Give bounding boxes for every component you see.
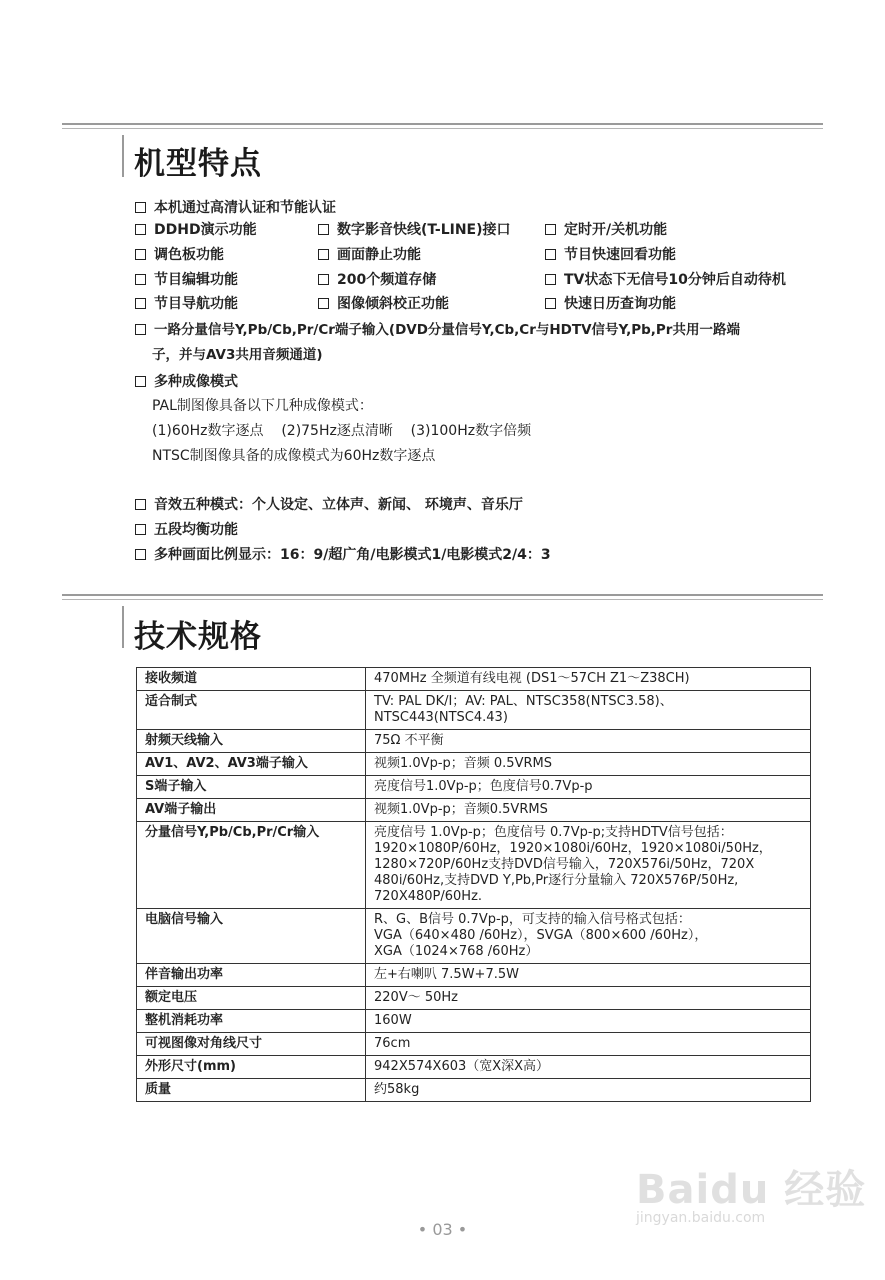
checkbox-icon: [135, 249, 146, 260]
checkbox-icon: [135, 549, 146, 560]
feature-item: 画面静止功能: [318, 246, 421, 264]
spec-key: 射频天线输入: [137, 730, 366, 753]
table-row: [137, 1010, 811, 1033]
spec-value: 亮度信号1.0Vp-p；色度信号0.7Vp-p: [366, 776, 811, 799]
checkbox-icon: [318, 274, 329, 285]
spec-key: AV1、AV2、AV3端子输入: [137, 753, 366, 776]
spec-value: 左+右喇叭 7.5W+7.5W: [366, 964, 811, 987]
feature-item: DDHD演示功能: [135, 221, 257, 239]
spec-key: S端子输入: [137, 776, 366, 799]
table-row: [137, 1033, 811, 1056]
table-row: [137, 909, 811, 964]
table-row: [137, 799, 811, 822]
spec-value: R、G、B信号 0.7Vp-p，可支持的输入信号格式包括： VGA（640×480 /60Hz），SVGA（800×600 /60Hz）， XGA（1024×768 /60Hz）: [366, 909, 811, 964]
checkbox-icon: [545, 298, 556, 309]
feature-item: 节目快速回看功能: [545, 246, 676, 264]
spec-value: TV: PAL DK/I；AV: PAL、NTSC358(NTSC3.58)、 NTSC443(NTSC4.43): [366, 691, 811, 730]
checkbox-icon: [545, 249, 556, 260]
feature-item-component-cont: 子，并与AV3共用音频通道): [152, 347, 323, 363]
checkbox-icon: [135, 499, 146, 510]
ntsc-modes: NTSC制图像具备的成像模式为60Hz数字逐点: [152, 448, 436, 464]
watermark-url: jingyan.baidu.com: [636, 1210, 766, 1226]
spec-key: 质量: [137, 1079, 366, 1102]
feature-item: 图像倾斜校正功能: [318, 295, 449, 313]
checkbox-icon: [135, 202, 146, 213]
feature-item: 数字影音快线(T-LINE)接口: [318, 221, 511, 239]
feature-item: 定时开/关机功能: [545, 221, 667, 239]
spec-table: [136, 667, 811, 1102]
table-row: [137, 730, 811, 753]
spec-value: 470MHz 全频道有线电视 (DS1～57CH Z1～Z38CH): [366, 668, 811, 691]
spec-key: 分量信号Y,Pb/Cb,Pr/Cr输入: [137, 822, 366, 909]
spec-value: 亮度信号 1.0Vp-p；色度信号 0.7Vp-p;支持HDTV信号包括： 1920×1080P/60Hz，1920×1080i/60Hz，1920×1080i/50Hz， 1280×720P/60Hz支持DVD信号输入，720X576i/50Hz，720X 480i/60Hz,支持DVD Y,Pb,Pr逐行分量输入 720X576P/50Hz, 720X480P/60Hz.: [366, 822, 811, 909]
table-row: [137, 776, 811, 799]
section1-vertical-bar: [122, 135, 124, 177]
spec-key: 接收频道: [137, 668, 366, 691]
checkbox-icon: [135, 298, 146, 309]
checkbox-icon: [135, 376, 146, 387]
checkbox-icon: [545, 224, 556, 235]
table-row: [137, 1079, 811, 1102]
table-row: [137, 964, 811, 987]
feature-item: TV状态下无信号10分钟后自动待机: [545, 271, 786, 289]
section1-top-rule: [62, 123, 823, 125]
table-row: [137, 1056, 811, 1079]
spec-value: 视频1.0Vp-p；音频0.5VRMS: [366, 799, 811, 822]
checkbox-icon: [545, 274, 556, 285]
spec-key: 电脑信号输入: [137, 909, 366, 964]
feature-item: 调色板功能: [135, 246, 224, 264]
spec-key: 可视图像对角线尺寸: [137, 1033, 366, 1056]
spec-key: 整机消耗功率: [137, 1010, 366, 1033]
feature-item: 快速日历查询功能: [545, 295, 676, 313]
spec-key: 额定电压: [137, 987, 366, 1010]
feature-item-ratio: 多种画面比例显示：16：9/超广角/电影模式1/电影模式2/4：3: [135, 546, 551, 564]
feature-item-eq: 五段均衡功能: [135, 521, 238, 539]
checkbox-icon: [135, 524, 146, 535]
checkbox-icon: [318, 224, 329, 235]
spec-key: 外形尺寸(mm): [137, 1056, 366, 1079]
feature-item: 节目导航功能: [135, 295, 238, 313]
section1-second-rule: [62, 128, 823, 129]
feature-item-component: 一路分量信号Y,Pb/Cb,Pr/Cr端子输入(DVD分量信号Y,Cb,Cr与HDTV信号Y,Pb,Pr共用一路端: [135, 321, 740, 339]
feature-item: 200个频道存储: [318, 271, 436, 289]
feature-item-modes: 多种成像模式: [135, 373, 238, 391]
feature-item: 本机通过高清认证和节能认证: [135, 199, 336, 217]
table-row: [137, 987, 811, 1010]
spec-value: 75Ω 不平衡: [366, 730, 811, 753]
feature-item-sound: 音效五种模式：个人设定、立体声、新闻、 环境声、音乐厅: [135, 496, 523, 514]
checkbox-icon: [318, 249, 329, 260]
spec-value: 942X574X603（宽X深X高）: [366, 1056, 811, 1079]
section2-title: 技术规格: [134, 619, 262, 655]
pal-modes-list: (1)60Hz数字逐点 (2)75Hz逐点清晰 (3)100Hz数字倍频: [152, 423, 532, 439]
table-row: [137, 691, 811, 730]
section2-top-rule: [62, 594, 823, 596]
spec-value: 220V～ 50Hz: [366, 987, 811, 1010]
spec-value: 160W: [366, 1010, 811, 1033]
section1-title: 机型特点: [134, 146, 262, 182]
feature-item: 节目编辑功能: [135, 271, 238, 289]
section2-vertical-bar: [122, 606, 124, 648]
watermark-brand: Baidu 经验: [636, 1167, 867, 1213]
spec-key: 适合制式: [137, 691, 366, 730]
page-number: • 03 •: [417, 1220, 468, 1239]
table-row: [137, 822, 811, 909]
checkbox-icon: [135, 224, 146, 235]
table-row: [137, 668, 811, 691]
pal-modes-intro: PAL制图像具备以下几种成像模式：: [152, 398, 373, 414]
section2-second-rule: [62, 599, 823, 600]
spec-key: AV端子输出: [137, 799, 366, 822]
checkbox-icon: [135, 324, 146, 335]
baidu-watermark: [636, 1158, 867, 1248]
table-row: [137, 753, 811, 776]
checkbox-icon: [318, 298, 329, 309]
spec-value: 视频1.0Vp-p；音频 0.5VRMS: [366, 753, 811, 776]
spec-value: 约58kg: [366, 1079, 811, 1102]
spec-value: 76cm: [366, 1033, 811, 1056]
checkbox-icon: [135, 274, 146, 285]
spec-key: 伴音输出功率: [137, 964, 366, 987]
